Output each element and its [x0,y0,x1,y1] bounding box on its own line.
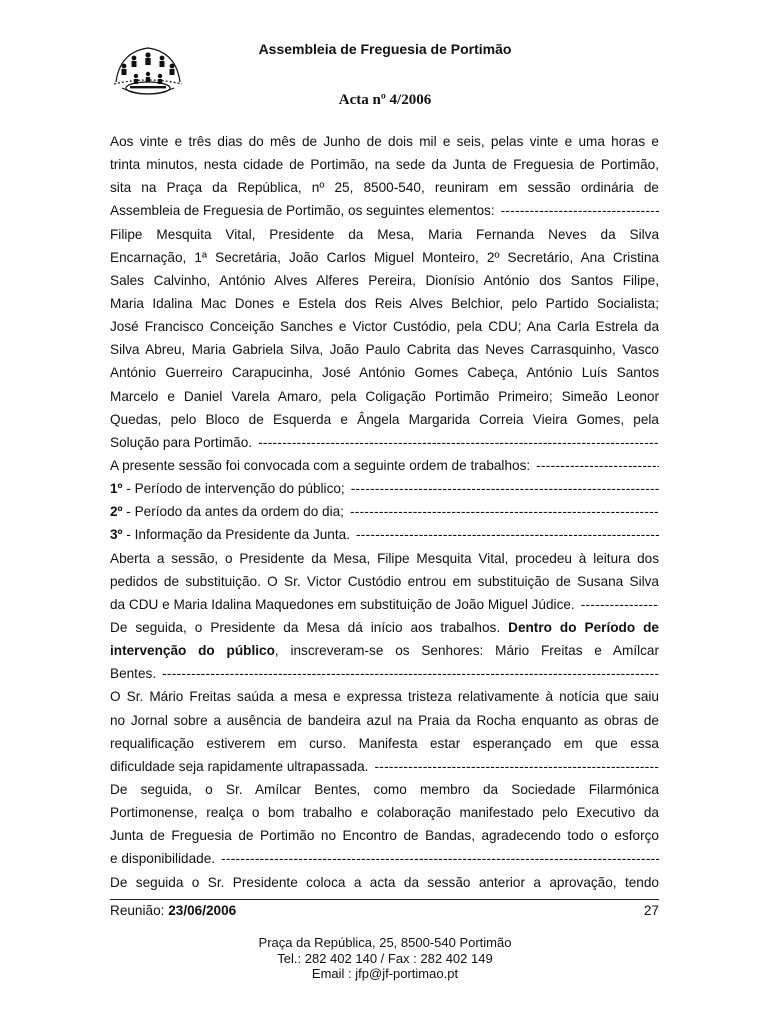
agenda-item [110,477,659,500]
body-line: Filipe Mesquita Vital, Presidente da Mesa, Maria Fernanda Neves da Silva [110,226,659,242]
body-line: Silva Abreu, Maria Gabriela Silva, João Paulo Cabrita das Neves Carrasquinho, Vasco [110,342,659,358]
body-line: Aberta a sessão, o Presidente da Mesa, Filipe Mesquita Vital, procedeu à leitura dos [110,550,659,566]
body-line: Sales Calvinho, António Alves Alferes Pereira, Dionísio António dos Santos Filipe, [110,272,659,288]
footer-address [0,935,770,982]
meeting-date-label: Reunião: 23/06/2006 [110,903,237,918]
body-line-text: Bentes. [110,666,157,682]
body-line: Maria Idalina Mac Dones e Estela dos Reis Alves Belchior, pelo Partido Socialista; [110,295,659,311]
body-line: pedidos de substituição. O Sr. Victor Custódio entrou em substituição de Susana Silva [110,573,659,589]
document-title: Acta nº 4/2006 [338,92,432,108]
body-line [110,593,659,616]
body-line-text: Solução para Portimão. [110,434,253,450]
body-line [110,431,659,454]
body-line: sita na Praça da República, nº 25, 8500-540, reuniram em sessão ordinária de [110,180,659,196]
body-line: José Francisco Conceição Sanches e Victor Custódio, pela CDU; Ana Carla Estrela da [110,319,659,335]
body-line: De seguida, o Sr. Amílcar Bentes, como membro da Sociedade Filarmónica [110,781,659,797]
body-line [110,454,659,477]
phone-line: Tel.: 282 402 140 / Fax : 282 402 149 [277,950,493,966]
body-line: Encarnação, 1ª Secretária, João Carlos Miguel Monteiro, 2º Secretário, Ana Cristina [110,249,659,265]
body-line: António Guerreiro Carapucinha, José António Gomes Cabeça, António Luís Santos [110,365,659,381]
address-line: Praça da República, 25, 8500-540 Portimão [258,935,512,950]
footer-divider [110,899,659,900]
body-line: Junta de Freguesia de Portimão no Encontro de Bandas, agradecendo todo o esforço [110,828,659,844]
body-line: trinta minutos, nesta cidade de Portimão, na sede da Junta de Freguesia de Portimão, [110,157,659,173]
agenda-number: 1º [110,481,123,497]
body-line [110,847,659,870]
page-number: 27 [643,903,659,918]
agenda-number: 3º [110,527,123,543]
body-line-text: e disponibilidade. [110,851,216,867]
body-line [110,662,659,685]
body-line: De seguida o Sr. Presidente coloca a acta da sessão anterior a aprovação, tendo [110,874,659,890]
body-line: intervenção do público, inscreveram-se os Senhores: Mário Freitas e Amílcar [110,643,659,659]
body-line-text: Assembleia de Freguesia de Portimão, os seguintes elementos: [110,203,495,219]
agenda-item [110,523,659,546]
body-line-text: A presente sessão foi convocada com a seguinte ordem de trabalhos: [110,457,531,473]
body-line: Aos vinte e três dias do mês de Junho de dois mil e seis, pelas vinte e uma horas e [110,134,659,149]
body-line: no Jornal sobre a ausência de bandeira azul na Praia da Rocha enquanto as obras de [110,712,659,728]
body-line-text: da CDU e Maria Idalina Maquedones em substituição de João Miguel Júdice. [110,596,575,612]
agenda-text: - Período de intervenção do público; [122,481,345,497]
body-line: requalificação estiverem em curso. Manifesta estar esperançado em que essa [110,735,659,751]
body-line-text: dificuldade seja rapidamente ultrapassada. [110,758,369,774]
agenda-text: - Período da antes da ordem do dia; [122,504,344,520]
organization-title: Assembleia de Freguesia de Portimão [258,41,512,57]
agenda-number: 2º [110,504,123,520]
agenda-text: - Informação da Presidente da Junta. [122,527,350,543]
minutes-body [110,130,659,894]
email-line: Email : jfp@jf-portimao.pt [311,966,459,981]
body-line: O Sr. Mário Freitas saúda a mesa e expressa tristeza relativamente à notícia que saiu [110,689,659,705]
body-line: Marcelo e Daniel Varela Amaro, pela Coligação Portimão Primeiro; Simeão Leonor [110,388,659,404]
body-line: Portimonense, realça o bom trabalho e colaboração manifestado pelo Executivo da [110,805,659,821]
body-line [110,199,659,222]
body-line: De seguida, o Presidente da Mesa dá início aos trabalhos. Dentro do Período de [110,619,659,635]
body-line [110,755,659,778]
meeting-date: 23/06/2006 [168,903,237,918]
agenda-item [110,500,659,523]
body-line: Quedas, pelo Bloco de Esquerda e Ângela Margarida Correia Vieira Gomes, pela [110,411,659,427]
